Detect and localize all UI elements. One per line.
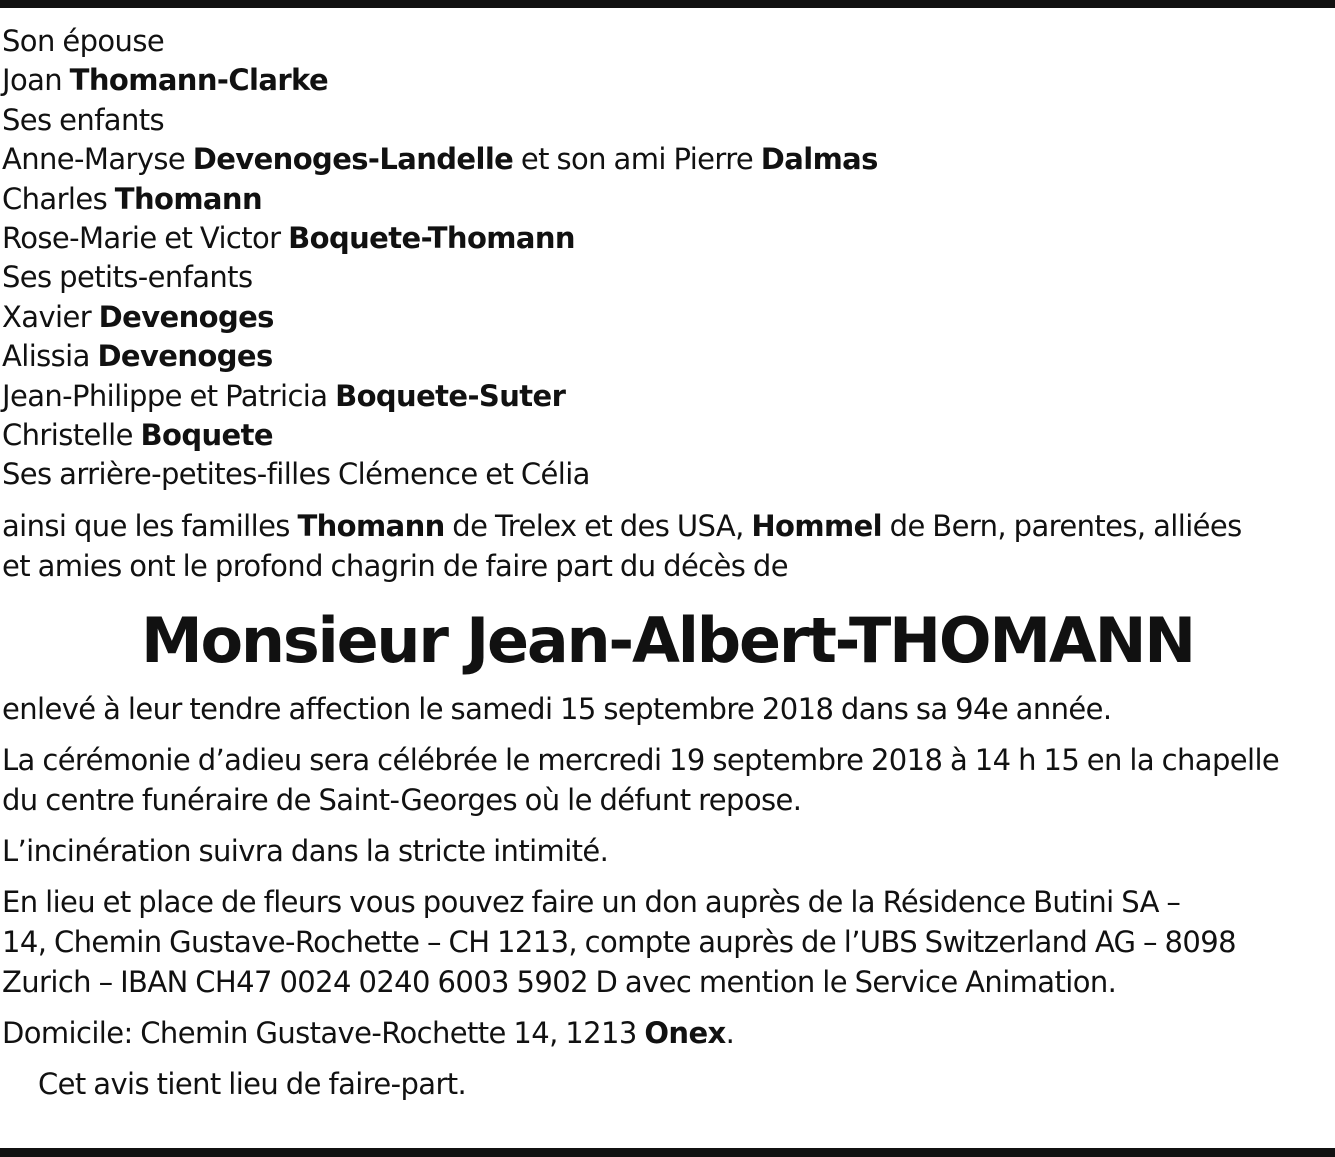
family-name-hommel: Hommel [751, 508, 883, 543]
child-2-last-name: Thomann [114, 181, 262, 216]
child-line-1 [2, 140, 1333, 179]
grandchild-4-last-name: Boquete [140, 418, 273, 453]
passing-paragraph: enlevé à leur tendre affection le samedi 15 septembre 2018 dans sa 94e année. [2, 691, 1112, 726]
grandchildren-heading: Ses petits-enfants [2, 260, 253, 295]
child-1-connector: et son ami Pierre [520, 142, 754, 177]
donation-line-2: 14, Chemin Gustave-Rochette – CH 1213, compte auprès de l’UBS Switzerland AG – 8098 [2, 924, 1236, 959]
spouse-last-name: Thomann-Clarke [69, 63, 329, 98]
families-line-2: et amies ont le profond chagrin de faire part du décès de [2, 548, 788, 583]
grandchild-3-first-name: Jean-Philippe et Patricia [2, 378, 328, 413]
spouse-heading: Son épouse [2, 24, 165, 58]
families-text-3: de Bern, parentes, alliées [882, 508, 1242, 543]
child-3-last-name: Boquete-Thomann [288, 221, 575, 256]
grandchild-3-last-name: Boquete-Suter [335, 378, 566, 413]
ceremony-line-1: La cérémonie d’adieu sera célébrée le mercredi 19 septembre 2018 à 14 h 15 en la chapelle [2, 742, 1280, 777]
grandchild-2-last-name: Devenoges [97, 339, 273, 374]
grandchild-1-last-name: Devenoges [98, 299, 274, 334]
children-heading: Ses enfants [2, 102, 165, 137]
donation-paragraph [2, 882, 1333, 1002]
grandchild-1-first-name: Xavier [2, 299, 92, 334]
grandchild-line-2 [2, 337, 1333, 376]
child-1-partner-last-name: Dalmas [760, 142, 878, 177]
family-name-thomann: Thomann [297, 508, 445, 543]
cremation-paragraph: L’incinération suivra dans la stricte intimité. [2, 833, 609, 868]
domicile-paragraph [2, 1013, 1333, 1053]
child-line-2 [2, 180, 1333, 219]
top-rule [0, 0, 1335, 8]
family-list [2, 22, 1333, 495]
grandchild-line-4 [2, 416, 1333, 455]
child-2-first-name: Charles [2, 181, 108, 216]
families-text-2: de Trelex et des USA, [444, 508, 752, 543]
grandchild-line-3 [2, 377, 1333, 416]
child-1-first-name: Anne-Maryse [2, 142, 186, 177]
bottom-rule [0, 1148, 1335, 1157]
donation-line-3: Zurich – IBAN CH47 0024 0240 6003 5902 D avec mention le Service Animation. [2, 964, 1117, 999]
child-3-first-name: Rose-Marie et Victor [2, 221, 281, 256]
deceased-name-heading: Monsieur Jean-Albert-THOMANN [140, 603, 1194, 677]
obituary-notice [2, 22, 1333, 1104]
donation-line-1: En lieu et place de fleurs vous pouvez faire un don auprès de la Résidence Butini SA – [2, 884, 1181, 919]
child-1-last-name: Devenoges-Landelle [192, 142, 514, 177]
grandchild-2-first-name: Alissia [2, 339, 90, 374]
ceremony-paragraph [2, 740, 1333, 820]
families-text-1: ainsi que les familles [2, 508, 298, 543]
notice-paragraph: Cet avis tient lieu de faire-part. [38, 1066, 467, 1101]
great-grandchildren-line: Ses arrière-petites-filles Clémence et Célia [2, 457, 590, 492]
spouse-first-name: Joan [2, 63, 63, 98]
domicile-period: . [725, 1015, 735, 1050]
families-line-1 [2, 506, 1333, 546]
grandchild-line-1 [2, 298, 1333, 337]
child-line-3 [2, 219, 1333, 258]
grandchild-4-first-name: Christelle [2, 418, 133, 453]
families-paragraph [2, 506, 1333, 586]
ceremony-line-2: du centre funéraire de Saint-Georges où le défunt repose. [2, 782, 802, 817]
spouse-line [2, 61, 1333, 100]
domicile-town: Onex [644, 1015, 726, 1050]
domicile-address: Domicile: Chemin Gustave-Rochette 14, 1213 [2, 1015, 645, 1050]
